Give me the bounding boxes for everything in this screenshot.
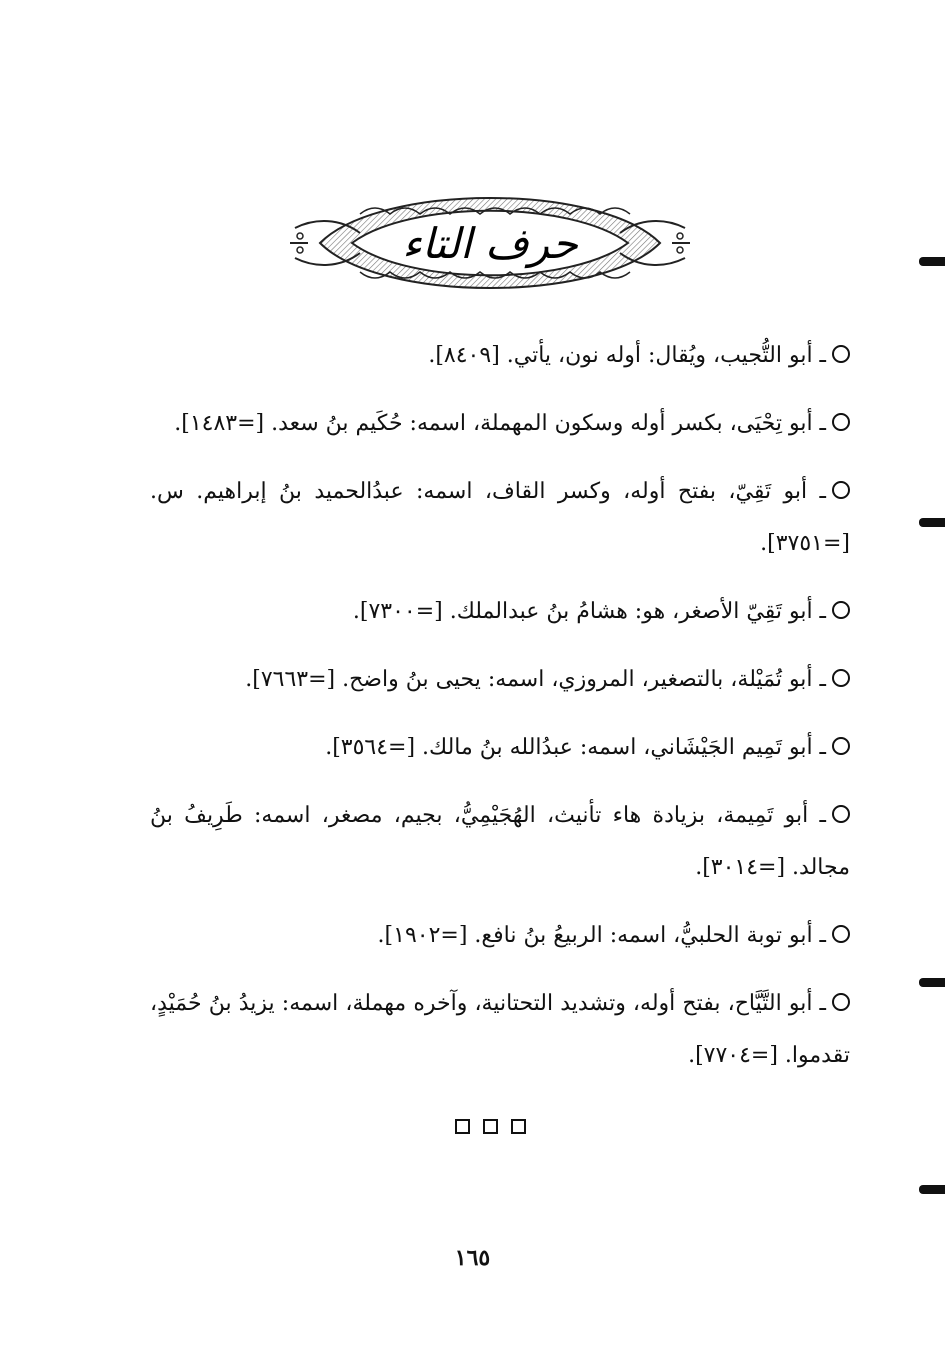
list-item (150, 978, 850, 1082)
hollow-circle-icon (832, 925, 850, 943)
entries-list (150, 330, 850, 1098)
list-item (150, 790, 850, 894)
hollow-circle-icon (832, 805, 850, 823)
list-item (150, 466, 850, 570)
hollow-circle-icon (832, 413, 850, 431)
entry-text: ـ أبو تَقِيّ، بفتح أوله، وكسر القاف، اسمه: عبدُالحميد بنُ إبراهيم. س. [=٣٧٥١]. (150, 479, 850, 556)
hollow-circle-icon (832, 993, 850, 1011)
entry-text: ـ أبو تَمِيم الجَيْشَاني، اسمه: عبدُالله بنُ مالك. [=٣٥٦٤]. (325, 735, 826, 760)
edge-mark (919, 1185, 945, 1194)
entry-text: ـ أبو تِحْيَى، بكسر أوله وسكون المهملة، اسمه: حُكَيم بنُ سعد. [=١٤٨٣]. (174, 411, 826, 436)
entry-text: ـ أبو التُّجيب، ويُقال: أوله نون، يأتي. [٨٤٠٩]. (428, 343, 826, 368)
page-number: ١٦٥ (454, 1245, 491, 1271)
entry-text: ـ أبو توبة الحلبيُّ، اسمه: الربيعُ بنُ نافع. [=١٩٠٢]. (377, 923, 826, 948)
hollow-circle-icon (832, 601, 850, 619)
entry-text: ـ أبو تُمَيْلة، بالتصغير، المروزي، اسمه: يحيى بنُ واضح. [=٧٦٦٣]. (245, 667, 826, 692)
square-outline-icon (455, 1119, 470, 1134)
list-item (150, 654, 850, 706)
entry-text: ـ أبو تَمِيمة، بزيادة هاء تأنيث، الهُجَيْمِيُّ، بجيم، مصغر، اسمه: طَرِيفُ بنُ مجالد. [=٣٠١٤]. (150, 803, 850, 880)
list-item (150, 398, 850, 450)
chapter-title: حرف التاء (402, 218, 578, 268)
list-item (150, 722, 850, 774)
square-outline-icon (483, 1119, 498, 1134)
chapter-header-ornament (290, 178, 690, 308)
list-item (150, 586, 850, 638)
edge-mark (919, 978, 945, 987)
list-item (150, 910, 850, 962)
entry-text: ـ أبو التَّيَّاح، بفتح أوله، وتشديد التحتانية، وآخره مهملة، اسمه: يزيدُ بنُ حُمَيْدٍ، تقدموا. [=٧٧٠٤]. (150, 991, 850, 1068)
edge-mark (919, 257, 945, 266)
edge-mark (919, 518, 945, 527)
section-end-marks (455, 1119, 545, 1139)
list-item (150, 330, 850, 382)
hollow-circle-icon (832, 345, 850, 363)
square-outline-icon (511, 1119, 526, 1134)
hollow-circle-icon (832, 737, 850, 755)
hollow-circle-icon (832, 669, 850, 687)
entry-text: ـ أبو تَقِيّ الأصغر، هو: هشامُ بنُ عبدالملك. [=٧٣٠٠]. (352, 599, 826, 624)
hollow-circle-icon (832, 481, 850, 499)
